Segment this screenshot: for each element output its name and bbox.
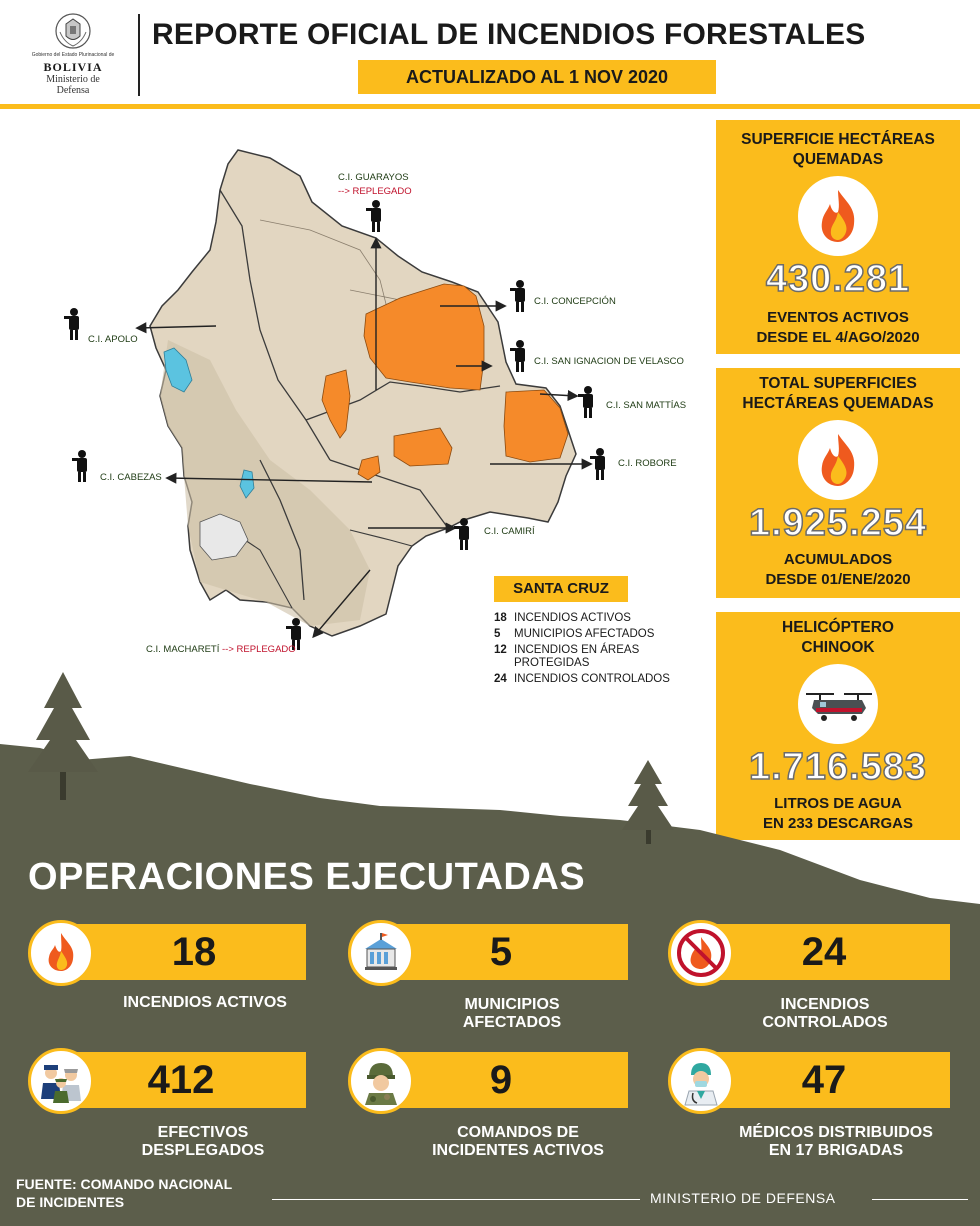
stat-label (398, 1124, 638, 1160)
panel-value: 1.925.254 (748, 502, 928, 544)
stat-label-line-2: AFECTADOS (462, 1014, 562, 1031)
personnel-icon (28, 1048, 94, 1114)
logo-ministry-text (18, 74, 128, 96)
stat-value: 9 (489, 1058, 513, 1102)
panel-value: 430.281 (765, 258, 911, 300)
panel-label (716, 308, 960, 348)
list-item (494, 628, 709, 641)
panel-title (716, 374, 960, 414)
stat-value: 18 (171, 930, 217, 974)
list-item-label: MUNICIPIOS AFECTADOS (514, 628, 655, 640)
footer-source (16, 1175, 296, 1211)
page-title: REPORTE OFICIAL DE INCENDIOS FORESTALES (152, 18, 866, 51)
stat-label-line-2: INCIDENTES ACTIVOS (432, 1142, 604, 1159)
logo-government-text: Gobierno del Estado Plurinacional de (31, 52, 115, 58)
fire-icon (798, 420, 878, 500)
panel-label-line-1: ACUMULADOS (783, 551, 893, 568)
panel-label-line-1: LITROS DE AGUA (774, 795, 902, 812)
doctor-icon (668, 1048, 734, 1114)
logo-ministry-line-1: Ministerio de (46, 74, 100, 85)
panel-label-line-1: EVENTOS ACTIVOS (767, 309, 909, 326)
santa-cruz-title: SANTA CRUZ (494, 576, 628, 602)
panel-title-line-2: CHINOOK (801, 639, 875, 656)
operations-title: OPERACIONES EJECUTADAS (28, 856, 586, 898)
stat-label-line-1: MUNICIPIOS (464, 996, 560, 1013)
panel-label-line-2: DESDE 01/ENE/2020 (765, 571, 911, 588)
stat-label (706, 1124, 966, 1160)
stat-label-line-1: COMANDOS DE (457, 1124, 579, 1141)
header-rule (0, 104, 980, 109)
logo-ministry-line-2: Defensa (56, 85, 90, 96)
stat-label-line-2: EN 17 BRIGADAS (768, 1142, 904, 1159)
panel-title-line-1: HELICÓPTERO (782, 619, 894, 636)
logo-country-text: BOLIVIA (43, 60, 103, 74)
list-item-label: INCENDIOS CONTROLADOS (514, 673, 670, 685)
fire-icon (28, 920, 94, 986)
stat-label-line-1: EFECTIVOS (157, 1124, 249, 1141)
list-item-value: 18 (494, 612, 507, 624)
panel-value: 1.716.583 (748, 746, 928, 788)
stat-label-line-1: INCENDIOS (780, 996, 870, 1013)
panel-label-line-2: EN 233 DESCARGAS (762, 815, 914, 832)
cmd-guarayos-status: --> REPLEGADO (338, 186, 412, 197)
cmd-san-mattias-label: C.I. SAN MATTÍAS (606, 400, 687, 411)
stat-panel-hectares-total (716, 368, 960, 598)
cmd-concepcion-label: C.I. CONCEPCIÓN (534, 296, 616, 307)
list-item-value: 5 (494, 628, 501, 640)
ministry-logo (18, 12, 128, 102)
fire-icon (798, 176, 878, 256)
panel-title (716, 130, 960, 170)
stat-label-line-2: DESPLEGADOS (141, 1142, 265, 1159)
footer-source-line-1: FUENTE: COMANDO NACIONAL (16, 1176, 233, 1192)
cmd-macharet-name: C.I. MACHARETÍ (146, 644, 220, 655)
list-item-value: 12 (494, 644, 507, 656)
cmd-macharet-status: --> REPLEGADO (222, 644, 296, 655)
stat-panel-hectares-active (716, 120, 960, 354)
stat-value: 47 (801, 1058, 847, 1102)
cmd-robore-label: C.I. ROBORE (618, 458, 677, 469)
cmd-apolo-label: C.I. APOLO (88, 334, 138, 345)
footer-ministry: MINISTERIO DE DEFENSA (650, 1190, 836, 1206)
list-item-label: INCENDIOS EN ÁREAS PROTEGIDAS (514, 644, 640, 669)
coat-of-arms-icon (54, 12, 92, 50)
stat-label-line-1: INCENDIOS ACTIVOS (123, 994, 287, 1011)
list-item-label: INCENDIOS ACTIVOS (514, 612, 631, 624)
stat-label (700, 996, 950, 1032)
stat-value: 5 (489, 930, 513, 974)
panel-title-line-2: QUEMADAS (792, 151, 884, 168)
list-item-value: 24 (494, 673, 507, 685)
stat-label (392, 996, 632, 1032)
footer-divider (872, 1199, 968, 1200)
no-fire-icon (668, 920, 734, 986)
stat-label (78, 1124, 328, 1160)
fire-zone-san-mattias (504, 390, 568, 462)
stat-value: 24 (801, 930, 847, 974)
stat-label (80, 994, 330, 1012)
panel-label-line-2: DESDE EL 4/AGO/2020 (756, 329, 920, 346)
header-divider (138, 14, 140, 96)
municipal-building-icon (348, 920, 414, 986)
soldier-icon (348, 1048, 414, 1114)
cmd-san-ignacio-label: C.I. SAN IGNACION DE VELASCO (534, 356, 684, 367)
cmd-cabezas-label: C.I. CABEZAS (100, 472, 162, 483)
cmd-camiri-label: C.I. CAMIRÍ (484, 526, 535, 537)
stat-value: 412 (147, 1058, 215, 1102)
footer-source-line-2: DE INCIDENTES (16, 1194, 125, 1210)
update-date-badge: ACTUALIZADO AL 1 NOV 2020 (358, 60, 716, 94)
list-item (494, 612, 709, 625)
stat-label-line-1: MÉDICOS DISTRIBUIDOS (739, 1124, 933, 1141)
panel-title (716, 618, 960, 658)
cmd-macharet-label (146, 644, 296, 655)
panel-title-line-1: TOTAL SUPERFICIES (759, 375, 917, 392)
cmd-guarayos-label: C.I. GUARAYOS (338, 172, 409, 183)
panel-label (716, 550, 960, 590)
stat-label-line-2: CONTROLADOS (762, 1014, 888, 1031)
footer-divider (272, 1199, 640, 1200)
panel-title-line-2: HECTÁREAS QUEMADAS (742, 395, 934, 412)
panel-title-line-1: SUPERFICIE HECTÁREAS (741, 131, 935, 148)
